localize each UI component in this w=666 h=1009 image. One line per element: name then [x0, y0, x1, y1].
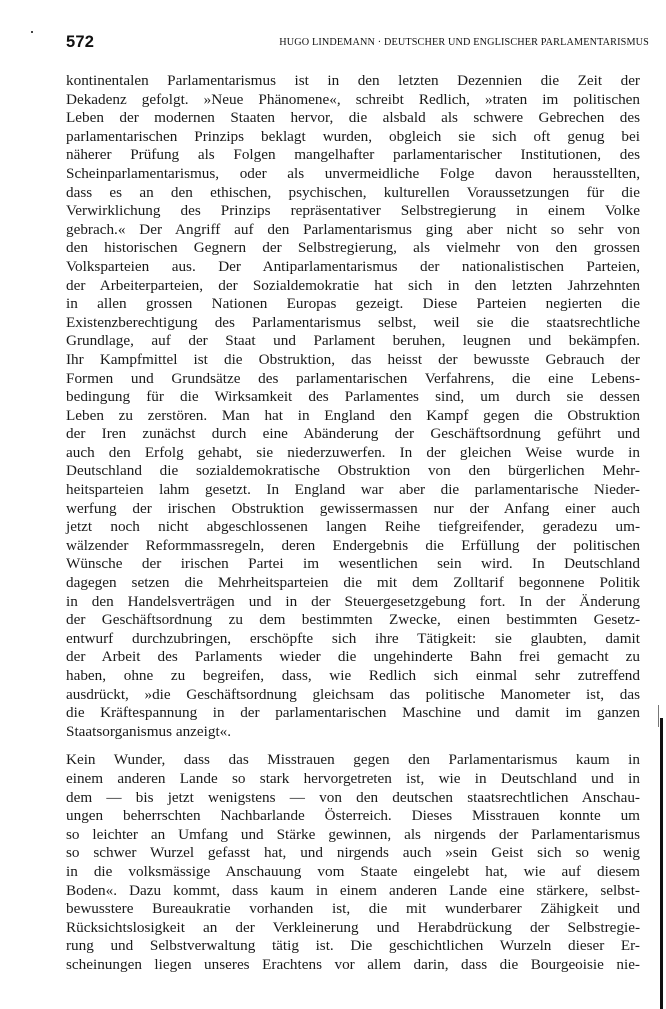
text-line: haben, ohne zu begreifen, dass, wie Redlich sich einmal sehr zutreffend — [66, 667, 640, 684]
text-line: ungen beherrschten Nachbarlande Österreich. Dieses Misstrauen konnte um — [66, 807, 640, 825]
text-line: Staatsorganismus anzeigt«. — [66, 722, 232, 740]
text-line: werfung der irischen Obstruktion gewissermassen nur der Anfang einer auch — [66, 499, 640, 517]
text-line: näherer Prüfung als Folgen mangelhafter parlamentarischer Institutionen, des — [66, 146, 640, 164]
text-line: Leben zu zerstören. Man hat in England den Kampf gegen die Obstruktion — [66, 406, 640, 424]
text-line: Wünsche der irischen Partei im wesentlichen sein wird. In Deutschland — [66, 555, 640, 573]
text-line: Verwirklichung des Prinzips repräsentativer Selbstregierung in einem Volke — [66, 202, 640, 220]
text-line: bewusstere Bureaukratie vorhanden ist, die mit wunderbarer Zähigkeit und — [66, 900, 640, 918]
text-line: der Arbeit des Parlaments wieder die ungehinderte Bahn frei gemacht zu — [66, 648, 640, 666]
text-line: Existenzberechtigung des Parlamentarismus selbst, weil sie die staatsrechtliche — [66, 313, 640, 331]
text-line: den historischen Gegnern der Selbstregierung, als vielmehr von den grossen — [66, 239, 640, 257]
text-line: ausdrückt, »die Geschäftsordnung gleichsam das politische Manometer ist, das — [66, 685, 640, 703]
text-line: Dekadenz gefolgt. »Neue Phänomene«, schreibt Redlich, »traten im politischen — [66, 90, 640, 108]
text-line: in die volksmässige Anschauung vom Staate eingelebt hat, wie auf diesem — [66, 862, 640, 880]
text-line: heitsparteien lahm gesetzt. In England war aber die parlamentarische Nieder- — [66, 481, 640, 499]
running-head: HUGO LINDEMANN · DEUTSCHER UND ENGLISCHER PARLAMENTARISMUS — [279, 37, 649, 48]
text-line: in den Handelsverträgen und in der Steuergesetzgebung fort. In der Änderung — [66, 592, 640, 610]
text-line: gebrach.« Der Angriff auf den Parlamentarismus ging aber nicht so sehr von — [66, 220, 640, 238]
text-line: Kein Wunder, dass das Misstrauen gegen den Parlamentarismus kaum in — [66, 751, 640, 769]
scan-edge-artifact — [660, 718, 663, 1009]
text-line: kontinentalen Parlamentarismus ist in den letzten Dezennien die Zeit der — [66, 72, 640, 89]
text-line: dem — bis jetzt wenigstens — von den deutschen staatsrechtlichen Anschau- — [66, 788, 640, 806]
text-line: bedingung für die Wirksamkeit des Parlamentes sind, um durch sie dessen — [66, 388, 640, 406]
text-line: so leichter an Umfang und Stärke gewinnen, als nirgends der Parlamentarismus — [66, 825, 640, 843]
text-line: Formen und Grundsätze des parlamentarischen Verfahrens, die eine Lebens- — [66, 369, 640, 387]
text-line: der Iren zunächst durch eine Abänderung der Geschäftsordnung geführt und — [66, 425, 640, 443]
paragraph — [66, 72, 640, 741]
text-line: Ihr Kampfmittel ist die Obstruktion, das heisst der bewusste Gebrauch der — [66, 350, 640, 368]
text-line: so schwer Wurzel gefasst hat, und nirgends auch »sein Geist sich so wenig — [66, 844, 640, 862]
text-line: Grundlage, auf der Staat und Parlament beruhen, leugnen und bekämpfen. — [66, 332, 640, 350]
text-line: der Arbeiterparteien, der Sozialdemokratie hat sich in den letzten Jahrzehnten — [66, 276, 640, 294]
text-line: entwurf durchzubringen, erschöpfte sich ihre Tätigkeit: sie glaubten, damit — [66, 629, 640, 647]
text-line: dagegen setzen die Mehrheitsparteien die mit dem Zolltarif begonnene Politik — [66, 574, 640, 592]
text-line: Volksparteien aus. Der Antiparlamentarismus der nationalistischen Parteien, — [66, 257, 640, 275]
text-line: wälzender Reformmassregeln, deren Endergebnis die Erfüllung der politischen — [66, 536, 640, 554]
text-line: parlamentarischen Prinzips beklagt wurden, obgleich sie sich oft genug bei — [66, 127, 640, 145]
text-line: Scheinparlamentarismus, oder als unvermeidliche Folge davon herausstellten, — [66, 164, 640, 182]
text-line: scheinungen liegen unseres Erachtens vor allem darin, dass die Bourgeoisie nie- — [66, 955, 640, 973]
scan-edge-artifact — [658, 705, 659, 727]
paragraph — [66, 751, 640, 974]
text-line: Deutschland die sozialdemokratische Obstruktion von den bürgerlichen Mehr- — [66, 462, 640, 480]
text-line: die Kräftespannung in der parlamentarischen Maschine und damit im ganzen — [66, 704, 640, 722]
page-header — [66, 33, 649, 55]
text-line: der Geschäftsordnung zu dem bestimmten Zwecke, einen bestimmten Gesetz- — [66, 611, 640, 629]
text-line: auch den Erfolg gehabt, sie niederzuwerfen. In der gleichen Weise wurde in — [66, 443, 640, 461]
text-line: rung und Selbstverwaltung tätig ist. Die geschichtlichen Wurzeln dieser Er- — [66, 937, 640, 955]
text-line: Boden«. Dazu kommt, dass kaum in einem anderen Lande eine stärkere, selbst- — [66, 881, 640, 899]
text-line: einem anderen Lande so stark hervorgetreten ist, wie in Deutschland und in — [66, 769, 640, 787]
body-text — [66, 72, 640, 975]
text-line: Leben der modernen Staaten hervor, die alsbald als schwere Gebrechen des — [66, 109, 640, 127]
text-line: in allen grossen Nationen Europas gezeigt. Diese Parteien negierten die — [66, 295, 640, 313]
scan-speck — [31, 31, 33, 33]
text-line: jetzt noch nicht abgeschlossenen langen Reihe tiefgreifender, geradezu um- — [66, 518, 640, 536]
text-line: dass es an den ethischen, psychischen, kulturellen Voraussetzungen für die — [66, 183, 640, 201]
page-number: 572 — [66, 33, 95, 51]
text-line: Rücksichtslosigkeit an der Verkleinerung und Herabdrückung der Selbstregie- — [66, 918, 640, 936]
